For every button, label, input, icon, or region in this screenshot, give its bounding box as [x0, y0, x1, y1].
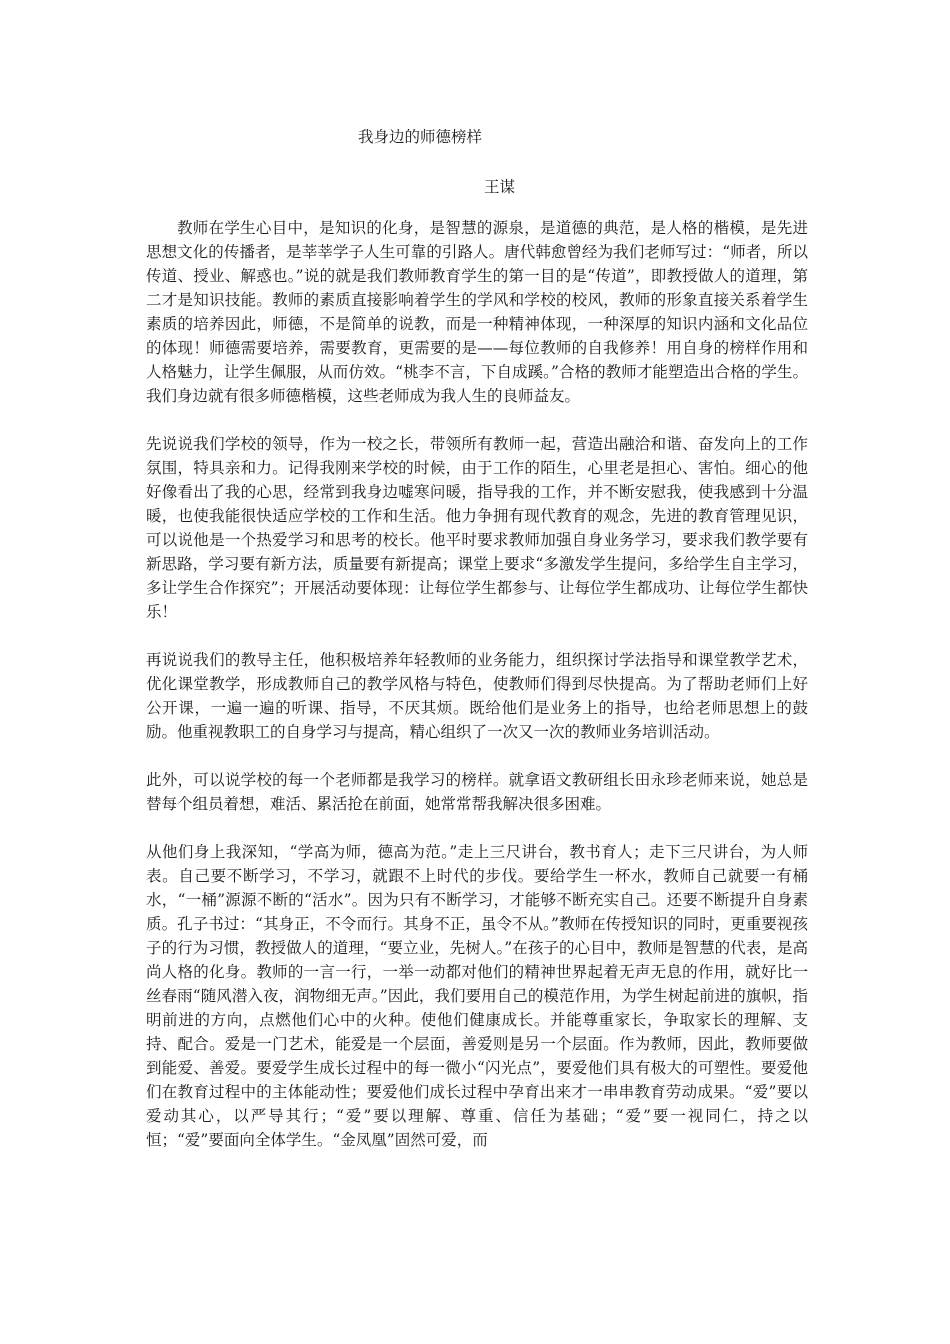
paragraph-intro: 教师在学生心目中，是知识的化身，是智慧的源泉，是道德的典范，是人格的楷模，是先进思想文化的传播者，是莘莘学子人生可靠的引路人。唐代韩愈曾经为我们老师写过：“师者，所以传道、授业、解惑也。”说的就是我们教师教育学生的第一目的是“传道”，即教授做人的道理，第二才是知识技能。教师的素质直接影响着学生的学风和学校的校风，教师的形象直接关系着学生素质的培养因此，师德，不是简单的说教，而是一种精神体现，一种深厚的知识内涵和文化品位的体现！师德需要培养，需要教育，更需要的是——每位教师的自我修养！用自身的榜样作用和人格魅力，让学生佩服，从而仿效。“桃李不言，下自成蹊。”合格的教师才能塑造出合格的学生。我们身边就有很多师德楷模，这些老师成为我人生的良师益友。 — [146, 219, 808, 405]
paragraph-principal: 先说说我们学校的领导，作为一校之长，带领所有教师一起，营造出融洽和谐、奋发向上的工作氛围，特具亲和力。记得我刚来学校的时候，由于工作的陌生，心里老是担心、害怕。细心的他好像看出了我的心思，经常到我身边嘘寒问暖，指导我的工作，并不断安慰我，使我感到十分温暖，也使我能很快适应学校的工作和生活。他力争拥有现代教育的观念，先进的教育管理见识，可以说他是一个热爱学习和思考的校长。他平时要求教师加强自身业务学习，要求我们教学要有新思路，学习要有新方法，质量要有新提高；课堂上要求“多激发学生提问，多给学生自主学习，多让学生合作探究”；开展活动要体现：让每位学生都参与、让每位学生都成功、让每位学生都快乐！ — [146, 435, 808, 621]
document-body — [146, 216, 808, 1152]
document-author: 王谋 — [484, 178, 516, 196]
paragraph-reflection: 从他们身上我深知，“学高为师，德高为范。”走上三尺讲台，教书育人；走下三尺讲台，为人师表。自己要不断学习，不学习，就跟不上时代的步伐。要给学生一杯水，教师自己就要一有桶水，“一桶”源源不断的“活水”。因为只有不断学习，才能够不断充实自己。还要不断提升自身素质。孔子书过：“其身正，不令而行。其身不正，虽令不从。”教师在传授知识的同时，更重要视孩子的行为习惯，教授做人的道理，“要立业，先树人。”在孩子的心目中，教师是智慧的代表，是高尚人格的化身。教师的一言一行，一举一动都对他们的精神世界起着无声无息的作用，就好比一丝春雨“随风潜入夜，润物细无声。”因此，我们要用自己的模范作用，为学生树起前进的旗帜，指明前进的方向，点燃他们心中的火种。使他们健康成长。并能尊重家长，争取家长的理解、支持、配合。爱是一门艺术，能爱是一个层面，善爱则是另一个层面。作为教师，因此，教师要做到能爱、善爱。要爱学生成长过程中的每一微小“闪光点”，要爱他们具有极大的可塑性。要爱他们在教育过程中的主体能动性；要爱他们成长过程中孕育出来才一串串教育劳动成果。“爱”要以爱动其心，以严导其行；“爱”要以理解、尊重、信任为基础；“爱”要一视同仁，持之以恒；“爱”要面向全体学生。“金凤凰”固然可爱，而 — [146, 843, 808, 1149]
paragraph-dean: 再说说我们的教导主任，他积极培养年轻教师的业务能力，组织探讨学法指导和课堂教学艺术，优化课堂教学，形成教师自己的教学风格与特色，使教师们得到尽快提高。为了帮助老师们上好公开课，一遍一遍的听课、指导，不厌其烦。既给他们是业务上的指导，也给老师思想上的鼓励。他重视教职工的自身学习与提高，精心组织了一次又一次的教师业务培训活动。 — [146, 651, 808, 741]
paragraph-teachers: 此外，可以说学校的每一个老师都是我学习的榜样。就拿语文教研组长田永珍老师来说，她总是替每个组员着想，难活、累活抢在前面，她常常帮我解决很多困难。 — [146, 771, 808, 813]
document-title: 我身边的师德榜样 — [358, 128, 483, 146]
